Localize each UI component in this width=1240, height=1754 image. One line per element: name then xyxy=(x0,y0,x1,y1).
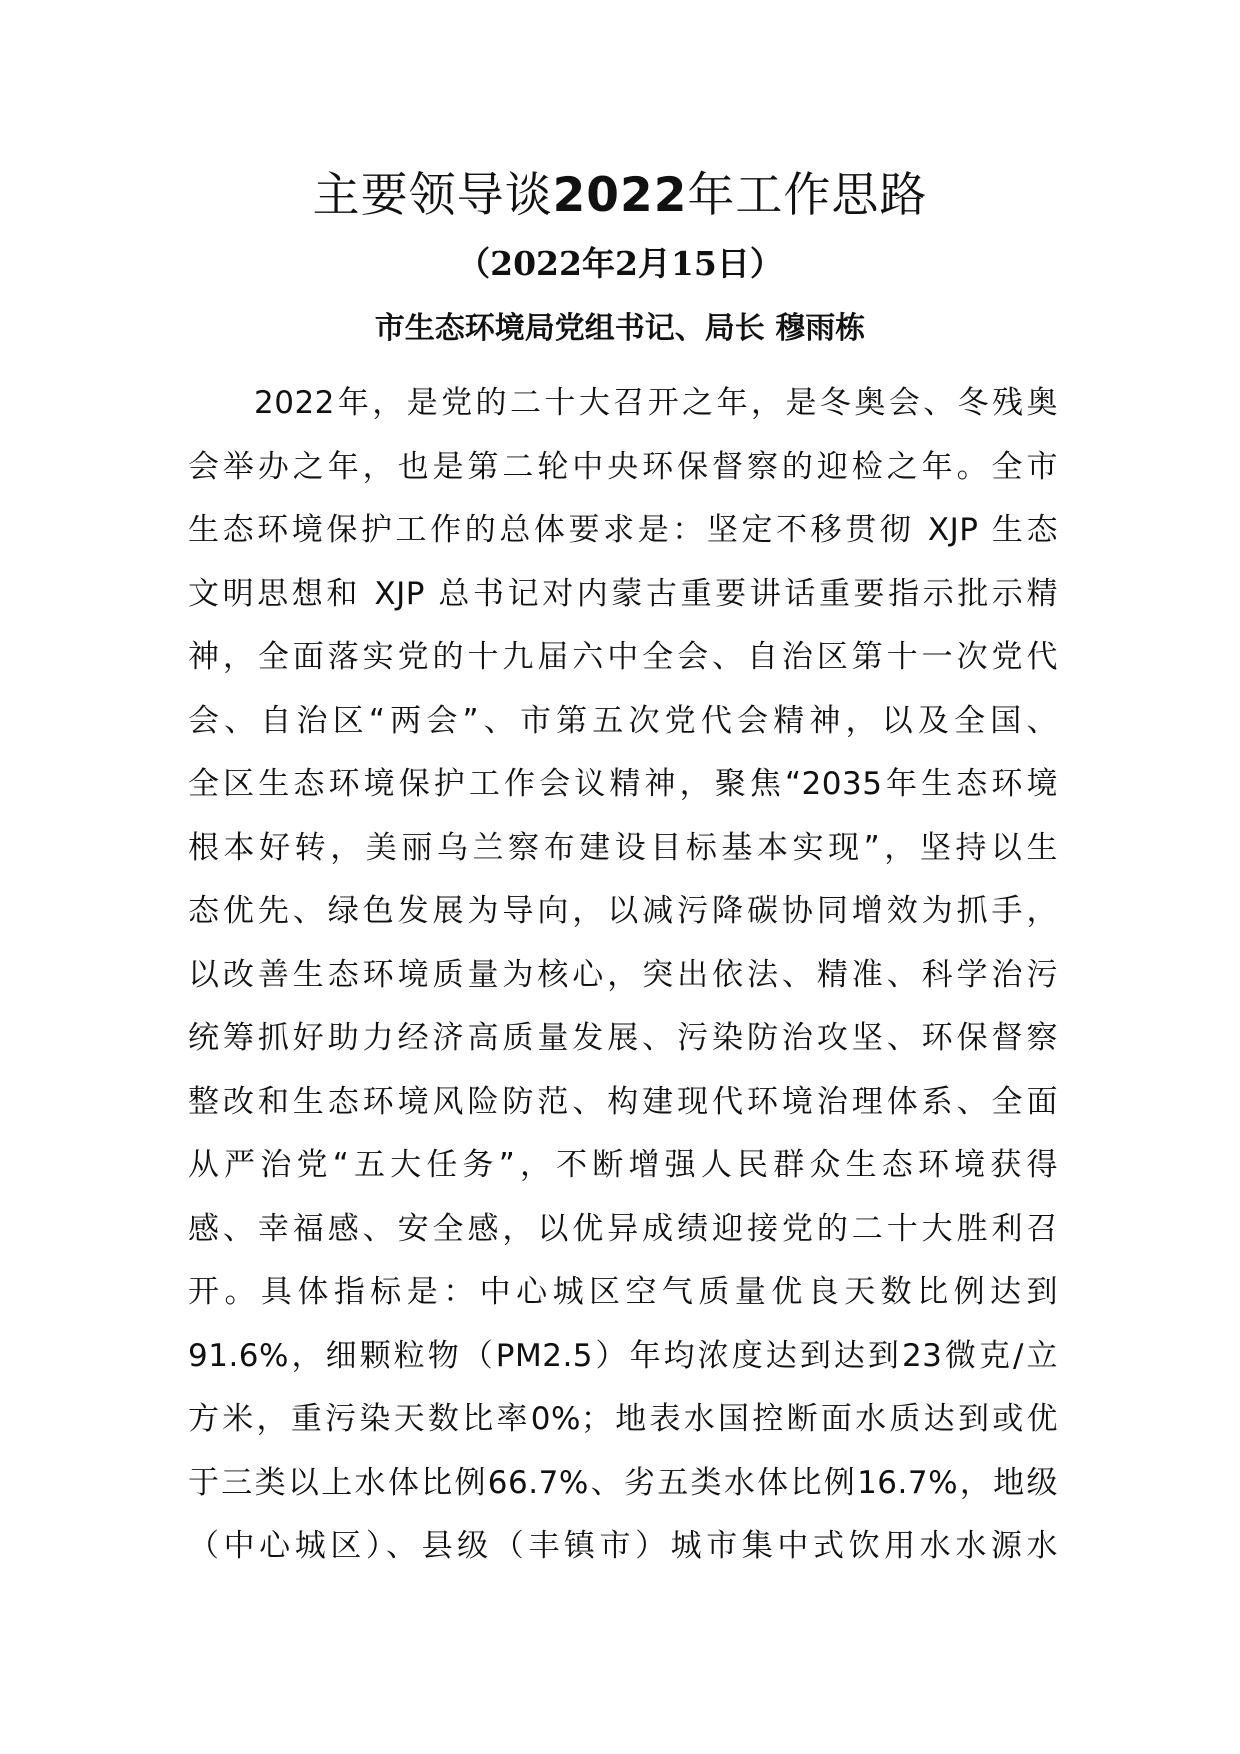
body-line: 于三类以上水体比例66.7%、劣五类水体比例16.7%，地级 xyxy=(188,1464,1058,1501)
document-date: （2022年2月15日） xyxy=(457,244,783,283)
body-line: 会、自治区“两会”、市第五次党代会精神，以及全国、 xyxy=(188,702,1058,739)
body-line: 以改善生态环境质量为核心，突出依法、精准、科学治污 xyxy=(188,956,1058,993)
document-title xyxy=(0,166,1240,226)
body-line: 会举办之年，也是第二轮中央环保督察的迎检之年。全市 xyxy=(188,448,1058,485)
body-line: 2022年，是党的二十大召开之年，是冬奥会、冬残奥 xyxy=(254,385,1058,421)
body-line: 生态环境保护工作的总体要求是：坚定不移贯彻 XJP 生态 xyxy=(188,512,1058,548)
body-line: 全区生态环境保护工作会议精神，聚焦“2035年生态环境 xyxy=(188,766,1058,802)
title-suffix: 年工作思路 xyxy=(687,168,928,223)
body-line: 神，全面落实党的十九届六中全会、自治区第十一次党代 xyxy=(188,639,1058,675)
title-prefix: 主要领导谈 xyxy=(312,168,553,223)
document-author: 市生态环境局党组书记、局长 穆雨栋 xyxy=(374,311,866,346)
body-line: （中心城区）、县级（丰镇市）城市集中式饮用水水源水 xyxy=(188,1528,1058,1564)
body-line: 方米，重污染天数比率0%；地表水国控断面水质达到或优 xyxy=(188,1401,1058,1437)
body-line: 统筹抓好助力经济高质量发展、污染防治攻坚、环保督察 xyxy=(188,1020,1058,1056)
title-year: 2022 xyxy=(552,168,688,223)
body-line: 整改和生态环境风险防范、构建现代环境治理体系、全面 xyxy=(188,1083,1058,1120)
body-line: 从严治党“五大任务”，不断增强人民群众生态环境获得 xyxy=(188,1147,1058,1183)
body-line: 态优先、绿色发展为导向，以减污降碳协同增效为抓手， xyxy=(188,893,1058,929)
body-line: 文明思想和 XJP 总书记对内蒙古重要讲话重要指示批示精 xyxy=(188,575,1058,612)
document-body xyxy=(188,372,1058,1579)
body-line: 91.6%，细颗粒物（PM2.5）年均浓度达到达到23微克/立 xyxy=(188,1337,1058,1374)
body-line: 根本好转，美丽乌兰察布建设目标基本实现”，坚持以生 xyxy=(188,829,1058,866)
body-line: 开。具体指标是：中心城区空气质量优良天数比例达到 xyxy=(188,1274,1058,1310)
body-line: 感、幸福感、安全感，以优异成绩迎接党的二十大胜利召 xyxy=(188,1210,1058,1247)
